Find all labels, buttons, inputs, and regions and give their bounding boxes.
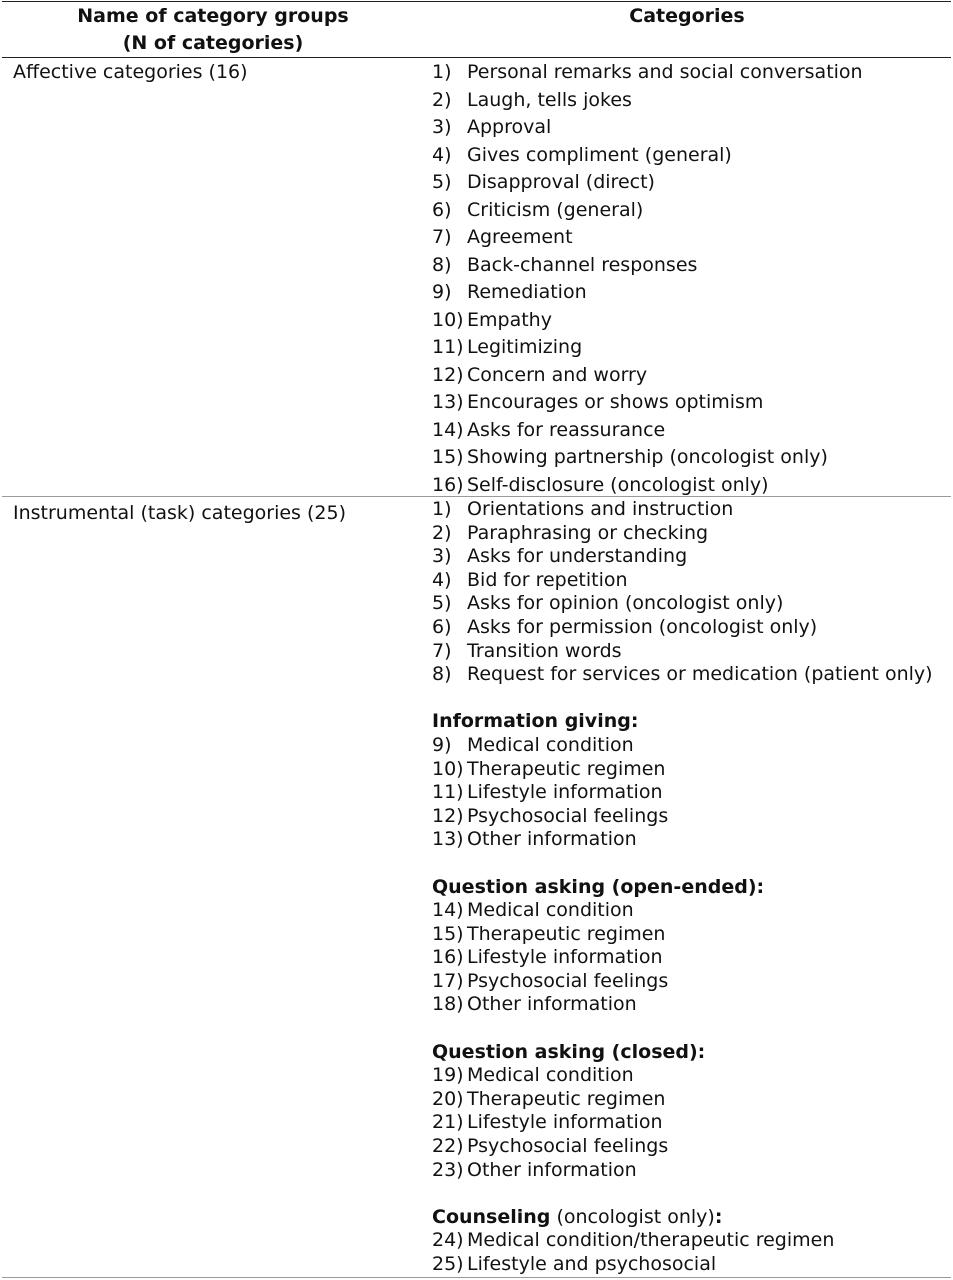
category-text: Lifestyle information xyxy=(467,781,663,804)
category-number: 13) xyxy=(432,828,464,851)
subhead-information-giving xyxy=(432,710,764,734)
category-number: 24) xyxy=(432,1229,464,1252)
category-text: Back-channel responses xyxy=(467,253,698,276)
table-top-rule xyxy=(2,1,951,2)
category-text: Laugh, tells jokes xyxy=(467,88,632,111)
category-text: Therapeutic regimen xyxy=(467,1087,666,1110)
instrumental-main-items xyxy=(432,498,933,687)
subhead-question-open-text: Question asking (open-ended): xyxy=(432,875,765,898)
category-number: 19) xyxy=(432,1064,464,1087)
category-item xyxy=(432,498,764,522)
section-gap xyxy=(432,687,764,711)
information-giving-items xyxy=(432,734,764,852)
category-text: Bid for repetition xyxy=(467,568,628,591)
category-item xyxy=(432,1111,764,1135)
counseling-items xyxy=(432,1229,835,1276)
section-gap xyxy=(432,1017,764,1041)
category-text: Asks for opinion (oncologist only) xyxy=(467,592,784,615)
category-number: 4) xyxy=(432,143,452,166)
category-text: Medical condition/therapeutic regimen xyxy=(467,1229,835,1252)
category-text: Personal remarks and social conversation xyxy=(467,61,863,83)
category-text: Request for services or medication (patient only) xyxy=(467,663,933,686)
category-text: Psychosocial feelings xyxy=(467,969,669,992)
category-number: 3) xyxy=(432,545,452,568)
category-number: 22) xyxy=(432,1135,464,1158)
subhead-counseling-colon: : xyxy=(714,1205,723,1228)
category-item xyxy=(432,946,764,970)
category-number: 20) xyxy=(432,1087,464,1110)
category-item xyxy=(432,899,764,923)
category-number: 9) xyxy=(432,281,452,303)
subhead-question-closed-text: Question asking (closed): xyxy=(432,1040,706,1063)
category-number: 13) xyxy=(432,391,464,413)
category-item xyxy=(432,1064,764,1088)
category-text: Legitimizing xyxy=(467,336,583,358)
category-text: Gives compliment (general) xyxy=(467,143,732,166)
category-text: Disapproval (direct) xyxy=(467,171,655,193)
subhead-question-closed xyxy=(432,1041,764,1065)
category-text: Self-disclosure (oncologist only) xyxy=(467,473,769,496)
category-text: Encourages or shows optimism xyxy=(467,391,764,413)
category-item xyxy=(432,592,784,616)
category-number: 11) xyxy=(432,336,464,358)
category-text: Medical condition xyxy=(467,899,634,922)
group-label-affective: Affective categories (16) xyxy=(13,61,248,83)
category-number: 16) xyxy=(432,473,464,496)
category-item xyxy=(432,781,764,805)
category-text: Concern and worry xyxy=(467,363,648,386)
category-number: 10) xyxy=(432,308,464,331)
category-item xyxy=(432,923,764,947)
table-bottom-rule xyxy=(2,1277,951,1278)
category-number: 2) xyxy=(432,521,452,544)
category-item xyxy=(432,828,764,852)
category-text: Orientations and instruction xyxy=(467,498,734,520)
category-item xyxy=(432,569,764,593)
subhead-question-open xyxy=(432,876,764,900)
category-number: 2) xyxy=(432,88,452,111)
category-number: 8) xyxy=(432,663,452,686)
category-item xyxy=(432,522,764,546)
category-text: Therapeutic regimen xyxy=(467,757,666,780)
category-number: 5) xyxy=(432,592,452,615)
category-number: 1) xyxy=(432,61,452,83)
category-item xyxy=(432,1135,764,1159)
group-label-instrumental: Instrumental (task) categories (25) xyxy=(13,502,346,524)
category-text: Other information xyxy=(467,993,637,1016)
column-header-groups-line1: Name of category groups xyxy=(77,5,349,27)
category-item xyxy=(432,1253,764,1277)
question-closed-items xyxy=(432,1064,764,1182)
category-number: 7) xyxy=(432,226,452,248)
category-number: 6) xyxy=(432,615,452,638)
category-number: 8) xyxy=(432,253,452,276)
category-text: Approval xyxy=(467,116,552,138)
category-text: Lifestyle and psychosocial xyxy=(467,1253,717,1275)
category-text: Agreement xyxy=(467,226,573,248)
category-text: Psychosocial feelings xyxy=(467,1135,669,1158)
column-header-groups xyxy=(13,3,413,57)
section-gap xyxy=(432,1182,764,1206)
category-number: 18) xyxy=(432,993,464,1016)
subhead-counseling-rest: (oncologist only) xyxy=(550,1205,715,1228)
category-item xyxy=(432,805,764,829)
category-number: 6) xyxy=(432,198,452,221)
category-text: Medical condition xyxy=(467,1064,634,1087)
category-number: 10) xyxy=(432,757,464,780)
category-number: 1) xyxy=(432,498,452,520)
category-number: 14) xyxy=(432,899,464,922)
category-text: Psychosocial feelings xyxy=(467,804,669,827)
category-item xyxy=(432,1088,764,1112)
category-number: 11) xyxy=(432,781,464,804)
subhead-counseling-bold: Counseling xyxy=(432,1205,551,1228)
category-number: 21) xyxy=(432,1111,464,1134)
category-text: Empathy xyxy=(467,308,552,331)
category-item xyxy=(432,993,764,1017)
column-header-categories: Categories xyxy=(629,5,745,27)
category-number: 5) xyxy=(432,171,452,193)
category-item xyxy=(432,663,933,687)
category-number: 12) xyxy=(432,804,464,827)
category-text: Asks for understanding xyxy=(467,545,688,568)
category-item xyxy=(432,758,764,782)
category-text: Showing partnership (oncologist only) xyxy=(467,446,828,468)
category-number: 3) xyxy=(432,116,452,138)
category-number: 15) xyxy=(432,446,464,468)
category-text: Other information xyxy=(467,1158,637,1181)
category-text: Criticism (general) xyxy=(467,198,644,221)
category-number: 12) xyxy=(432,363,464,386)
category-text: Lifestyle information xyxy=(467,1111,663,1134)
category-number: 23) xyxy=(432,1158,464,1181)
category-number: 14) xyxy=(432,418,464,441)
category-item xyxy=(432,615,818,640)
category-text: Other information xyxy=(467,828,637,851)
category-item xyxy=(432,734,764,758)
category-item xyxy=(432,545,764,569)
category-number: 25) xyxy=(432,1253,464,1275)
subhead-information-giving-text: Information giving: xyxy=(432,710,639,733)
category-text: Therapeutic regimen xyxy=(467,922,666,945)
subhead-counseling xyxy=(432,1206,764,1230)
category-text: Medical condition xyxy=(467,733,634,756)
category-text: Transition words xyxy=(467,639,622,662)
category-number: 15) xyxy=(432,922,464,945)
section-gap xyxy=(432,852,764,876)
category-item xyxy=(432,640,764,664)
category-number: 17) xyxy=(432,969,464,992)
column-header-groups-line2: (N of categories) xyxy=(122,32,304,54)
category-number: 4) xyxy=(432,568,452,591)
category-text: Asks for permission (oncologist only) xyxy=(467,615,818,638)
category-number: 9) xyxy=(432,733,452,756)
category-item xyxy=(432,1159,764,1183)
category-text: Remediation xyxy=(467,281,587,303)
header-bottom-rule xyxy=(2,57,951,58)
category-item xyxy=(432,1229,835,1253)
category-text: Paraphrasing or checking xyxy=(467,521,709,544)
category-number: 16) xyxy=(432,946,464,969)
category-number: 7) xyxy=(432,639,452,662)
category-text: Asks for reassurance xyxy=(467,418,666,441)
category-text: Lifestyle information xyxy=(467,946,663,969)
category-item xyxy=(432,970,764,994)
question-open-items xyxy=(432,899,764,1017)
instrumental-category-list xyxy=(432,498,933,1277)
